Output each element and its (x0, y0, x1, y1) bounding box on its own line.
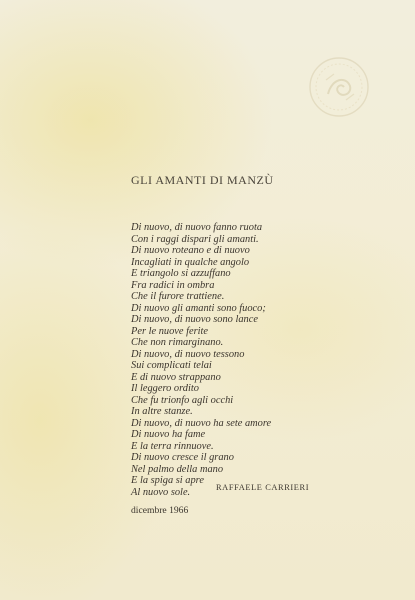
poem-date: dicembre 1966 (131, 505, 189, 516)
poem-body (131, 222, 271, 498)
poem-line: Di nuovo, di nuovo fanno ruota (131, 222, 263, 233)
poem-line: Il leggero ordito (131, 383, 199, 394)
poem-line: E triangolo si azzuffano (131, 268, 231, 279)
poem-line: Di nuovo gli amanti sono fuoco; (131, 302, 266, 314)
poem-line: E la spiga si apre (131, 475, 204, 486)
poem-line: Con i raggi dispari gli amanti. (131, 233, 259, 245)
poem-line: Di nuovo, di nuovo tessono (131, 348, 245, 360)
poem-line: Di nuovo, di nuovo ha sete amore (131, 417, 272, 429)
author-signature: RAFFAELE CARRIERI (216, 483, 310, 492)
poem-line: Per le nuove ferite (131, 325, 209, 337)
poem-line: Di nuovo roteano e di nuovo (131, 245, 250, 256)
poem-line: Che fu trionfo agli occhi (131, 394, 234, 406)
poem-line: Nel palmo della mano (131, 463, 224, 475)
poem-line: Incagliati in qualche angolo (131, 256, 250, 268)
poem-line: In altre stanze. (131, 406, 193, 417)
poem-line: Al nuovo sole. (131, 486, 191, 498)
poem-line: Di nuovo cresce il grano (131, 452, 234, 463)
poem-line: Di nuovo, di nuovo sono lance (131, 314, 258, 325)
poem-line: Che il furore trattiene. (131, 291, 225, 302)
poem-title: GLI AMANTI DI MANZÙ (131, 173, 274, 187)
poem-line: E la terra rinnuove. (131, 440, 214, 452)
poem-line: Sui complicati telai (131, 360, 212, 371)
poem-line: Fra radici in ombra (131, 279, 215, 291)
poem-line: E di nuovo strappano (131, 371, 221, 383)
embossed-seal-icon (308, 56, 370, 118)
poem-line: Di nuovo ha fame (131, 429, 206, 440)
poem-line: Che non rimarginano. (131, 337, 224, 348)
